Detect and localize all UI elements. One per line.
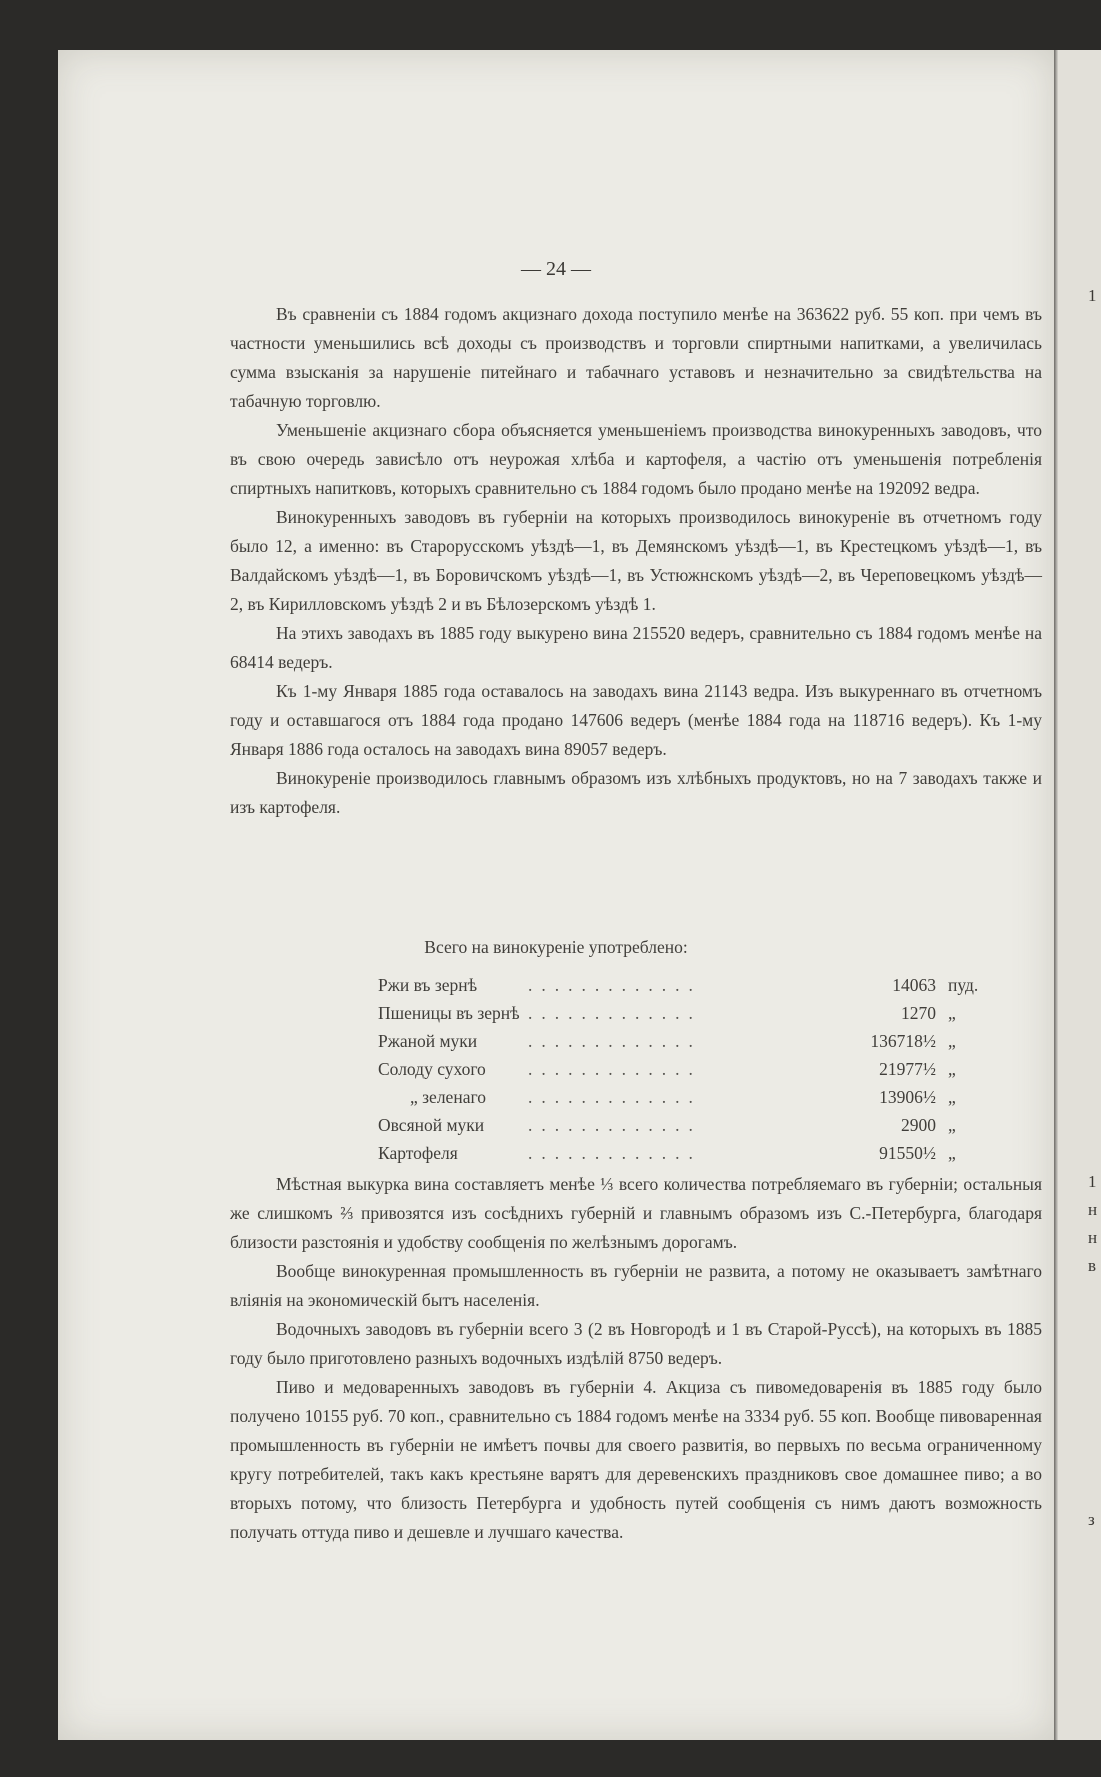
row-unit: „ xyxy=(948,1086,956,1107)
row-quantity: 14063 xyxy=(892,974,936,995)
table-row xyxy=(378,1027,998,1055)
dot-leader: ............. xyxy=(528,1030,702,1051)
row-name: Овсяной муки xyxy=(378,1114,485,1135)
document-page xyxy=(58,50,1054,1740)
paragraph: Мѣстная выкурка вина составляетъ менѣе ⅓ всего количества потребляемаго въ губерніи; остальныя же слишкомъ ⅔ привозятся изъ сосѣднихъ губерній и главнымъ образомъ изъ С.-Петербурга, благодаря близости разстоянія и удобству сообщенія по желѣзнымъ дорогамъ. xyxy=(230,1174,1042,1252)
consumption-caption: Всего на винокуреніе употреблено: xyxy=(424,937,688,957)
paragraph: Пиво и медоваренныхъ заводовъ въ губерніи 4. Акциза съ пивомедоваренія въ 1885 году было получено 10155 руб. 70 коп., сравнительно съ 1884 годомъ менѣе на 3334 руб. 55 коп. Вообще пивоваренная промышленность въ губерніи не имѣетъ почвы для своего развитія, во первыхъ по весьма ограниченному кругу потребителей, такъ какъ крестьяне варятъ для деревенскихъ праздниковъ свое домашнее пиво; а во вторыхъ потому, что близость Петербурга и удобность путей сообщенія съ нимъ даютъ возможность получать оттуда пиво и дешевле и лучшаго качества. xyxy=(230,1377,1042,1542)
dot-leader: ............. xyxy=(528,974,702,995)
row-unit: „ xyxy=(948,1114,956,1135)
page-number: — 24 — xyxy=(521,258,591,280)
consumption-table xyxy=(378,971,998,1167)
paragraph: Вообще винокуренная промышленность въ губерніи не развита, а потому не оказываетъ замѣтнаго вліянія на экономическій бытъ населенія. xyxy=(230,1261,1042,1310)
row-name: „ зеленаго xyxy=(410,1086,486,1107)
row-quantity: 13906½ xyxy=(879,1086,936,1107)
dot-leader: ............. xyxy=(528,1058,702,1079)
row-quantity: 2900 xyxy=(901,1114,936,1135)
table-row xyxy=(378,1083,998,1111)
text-block-top xyxy=(230,300,1042,822)
row-quantity: 136718½ xyxy=(870,1030,936,1051)
row-unit: „ xyxy=(948,1030,956,1051)
dot-leader: ............. xyxy=(528,1114,702,1135)
dot-leader: ............. xyxy=(528,1002,702,1023)
table-row xyxy=(378,971,998,999)
row-name: Ржи въ зернѣ xyxy=(378,974,478,995)
paragraph: Къ 1-му Января 1885 года оставалось на заводахъ вина 21143 ведра. Изъ выкуреннаго въ отчетномъ году и оставшагося отъ 1884 года продано 147606 ведеръ (менѣе 1884 года на 118716 ведеръ). Къ 1-му Января 1886 года осталось на заводахъ вина 89057 ведеръ. xyxy=(230,681,1042,759)
text-block-bottom xyxy=(230,1170,1042,1547)
row-name: Солоду сухого xyxy=(378,1058,486,1079)
row-unit: пуд. xyxy=(948,974,979,995)
table-row xyxy=(378,1111,998,1139)
margin-fragment: н xyxy=(1088,1228,1098,1247)
row-name: Ржаной муки xyxy=(378,1030,478,1051)
margin-fragment: 1 xyxy=(1088,286,1097,305)
row-unit: „ xyxy=(948,1002,956,1023)
margin-fragment: в xyxy=(1088,1256,1097,1275)
row-name: Пшеницы въ зернѣ xyxy=(378,1002,520,1023)
adjacent-page-edge xyxy=(1058,50,1101,1740)
dot-leader: ............. xyxy=(528,1086,702,1107)
margin-fragment: з xyxy=(1088,1510,1095,1529)
dot-leader: ............. xyxy=(528,1142,702,1163)
paragraph: Винокуреніе производилось главнымъ образомъ изъ хлѣбныхъ продуктовъ, но на 7 заводахъ также и изъ картофеля. xyxy=(230,768,1042,817)
table-row xyxy=(378,1055,998,1083)
row-quantity: 21977½ xyxy=(879,1058,936,1079)
row-unit: „ xyxy=(948,1142,956,1163)
paragraph: Уменьшеніе акцизнаго сбора объясняется уменьшеніемъ производства винокуренныхъ заводовъ, что въ свою очередь зависѣло отъ неурожая хлѣба и картофеля, а частію отъ уменьшенія потребленія спиртныхъ напитковъ, которыхъ сравнительно съ 1884 годомъ было продано менѣе на 192092 ведра. xyxy=(230,420,1042,498)
paragraph: Винокуренныхъ заводовъ въ губерніи на которыхъ производилось винокуреніе въ отчетномъ году было 12, а именно: въ Старорусскомъ уѣздѣ—1, въ Демянскомъ уѣздѣ—1, въ Крестецкомъ уѣздѣ—1, въ Валдайскомъ уѣздѣ—1, въ Боровичскомъ уѣздѣ—1, въ Устюжнскомъ уѣздѣ—2, въ Череповецкомъ уѣздѣ—2, въ Кирилловскомъ уѣздѣ 2 и въ Бѣлозерскомъ уѣздѣ 1. xyxy=(230,507,1042,614)
table-row xyxy=(378,999,998,1027)
paragraph: Водочныхъ заводовъ въ губерніи всего 3 (2 въ Новгородѣ и 1 въ Старой-Руссѣ), на которыхъ въ 1885 году было приготовлено разныхъ водочныхъ издѣлій 8750 ведеръ. xyxy=(230,1319,1042,1368)
margin-fragment: н xyxy=(1088,1200,1098,1219)
paragraph: На этихъ заводахъ въ 1885 году выкурено вина 215520 ведеръ, сравнительно съ 1884 годомъ менѣе на 68414 ведеръ. xyxy=(230,623,1042,672)
paragraph: Въ сравненіи съ 1884 годомъ акцизнаго дохода поступило менѣе на 363622 руб. 55 коп. при чемъ въ частности уменьшились всѣ доходы съ производствъ и торговли спиртными напитками, а увеличилась сумма взысканія за нарушеніе питейнаго и табачнаго уставовъ и незначительно за свидѣтельства на табачную торговлю. xyxy=(230,304,1042,411)
margin-fragment: 1 xyxy=(1088,1172,1097,1191)
row-quantity: 1270 xyxy=(901,1002,936,1023)
table-row xyxy=(378,1139,998,1167)
row-quantity: 91550½ xyxy=(879,1142,936,1163)
row-name: Картофеля xyxy=(378,1142,458,1163)
row-unit: „ xyxy=(948,1058,956,1079)
